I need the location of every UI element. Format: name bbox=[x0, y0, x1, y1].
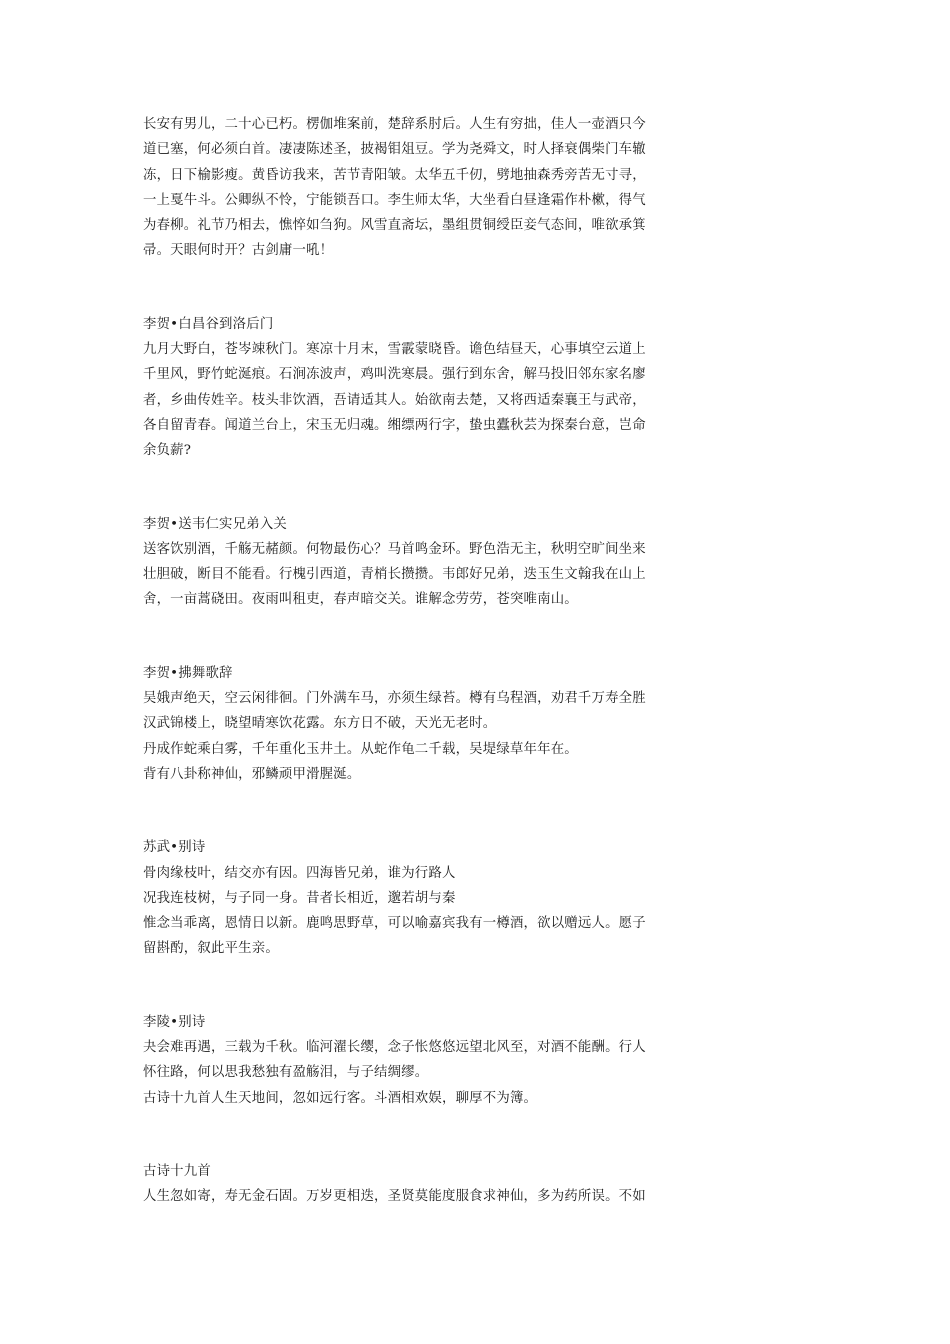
poem-line: 九月大野白，苍岑竦秋门。寒凉十月末，雪霰蒙晓昏。谵色结昼天，心事填空云道上 bbox=[143, 342, 646, 358]
poem-line: 留斟酌，叙此平生亲。 bbox=[143, 941, 279, 957]
poem-line: 怀往路，何以思我愁独有盈觞泪，与子结绸缪。 bbox=[143, 1065, 429, 1081]
poem-title: 李贺•白昌谷到洛后门 bbox=[143, 316, 274, 332]
poem-line: 惟念当乖离，恩情日以新。鹿鸣思野草，可以喻嘉宾我有一樽酒，欲以赠远人。愿子 bbox=[143, 916, 646, 932]
poem-line: 者，乡曲传姓辛。枝头非饮酒，吾请适其人。始欲南去楚，又将西适秦襄王与武帝， bbox=[143, 392, 646, 408]
poem-line: 况我连枝树，与子同一身。昔者长相近，邈若胡与秦 bbox=[143, 890, 456, 906]
document-page bbox=[143, 112, 665, 1210]
poem-section-7 bbox=[143, 1159, 665, 1210]
poem-line: 人生忽如寄，寿无金石固。万岁更相迭，圣贤莫能度服食求神仙，多为药所误。不如 bbox=[143, 1189, 646, 1205]
poem-line: 一上戛牛斗。公卿纵不怜，宁能锁吾口。李生师太华，大坐看白昼逢霜作朴樕，得气 bbox=[143, 192, 646, 208]
poem-section-5 bbox=[143, 835, 665, 961]
poem-section-1 bbox=[143, 112, 665, 264]
poem-line: 帚。天眼何时开？古剑庸一吼！ bbox=[143, 243, 334, 259]
poem-line: 长安有男儿，二十心已朽。楞伽堆案前，楚辞系肘后。人生有穷拙，佳人一壶酒只今 bbox=[143, 117, 646, 132]
poem-line: 余负薪? bbox=[143, 443, 192, 459]
poem-line: 丹成作蛇乘白雾，千年重化玉井土。从蛇作龟二千载，吴堤绿草年年在。 bbox=[143, 741, 578, 757]
poem-line: 夬会难再遇，三载为千秋。临河濯长缨，念子怅悠悠远望北风至，对酒不能酬。行人 bbox=[143, 1040, 646, 1056]
poem-line: 各自留青春。闻道兰台上，宋玉无归魂。缃缥两行字，蛰虫蠹秋芸为探秦台意，岂命 bbox=[143, 417, 646, 433]
poem-line: 冻，日下榆影瘦。黄昏访我来，苦节青阳皱。太华五千仞，劈地抽森秀旁苦无寸寻， bbox=[143, 167, 646, 183]
poem-title: 李贺•送韦仁实兄弟入关 bbox=[143, 516, 288, 532]
poem-line: 背有八卦称神仙，邪鳞顽甲滑腥涎。 bbox=[143, 766, 361, 782]
poem-line: 古诗十九首人生天地间，忽如远行客。斗酒相欢娱，聊厚不为簿。 bbox=[143, 1090, 538, 1106]
poem-line: 舍，一亩蒿硗田。夜雨叫租吏，春声暗交关。谁解念劳劳，苍突唯南山。 bbox=[143, 592, 578, 608]
poem-line: 道已塞，何必须白首。凄凄陈述圣，披褐钼俎豆。学为尧舜文，时人择衰偶柴门车辙 bbox=[143, 142, 646, 158]
poem-title: 李陵•别诗 bbox=[143, 1014, 206, 1030]
poem-section-4 bbox=[143, 661, 665, 787]
poem-line: 骨肉缘枝叶，结交亦有因。四海皆兄弟，谁为行路人 bbox=[143, 865, 456, 881]
poem-line: 吴娥声绝天，空云闲徘徊。门外满车马，亦须生绿苔。樽有乌程酒，劝君千万寿全胜 bbox=[143, 691, 646, 707]
poem-title: 古诗十九首 bbox=[143, 1163, 211, 1179]
poem-section-3 bbox=[143, 512, 665, 613]
poem-line: 壮胆破，断目不能看。行槐引西道，青梢长攒攒。韦郎好兄弟，迭玉生文翰我在山上 bbox=[143, 567, 646, 583]
poem-section-6 bbox=[143, 1010, 665, 1111]
poem-title: 苏武•别诗 bbox=[143, 840, 206, 856]
poem-title: 李贺•拂舞歌辞 bbox=[143, 665, 233, 681]
poem-line: 为春柳。礼节乃相去，憔悴如刍狗。风雪直斋坛，墨组贯铜绶臣妾气态间，唯欲承箕 bbox=[143, 218, 646, 234]
poem-line: 千里风，野竹蛇涎痕。石涧冻波声，鸡叫洗寒晨。强行到东舍，解马投旧邻东家名廖 bbox=[143, 367, 646, 383]
poem-section-2 bbox=[143, 312, 665, 464]
poem-line: 送客饮别酒，千觞无赭颜。何物最伤心？马首鸣金环。野色浩无主，秋明空旷间坐来 bbox=[143, 541, 646, 557]
poem-line: 汉武锦楼上，晓望晴寒饮花露。东方日不破，天光无老时。 bbox=[143, 716, 497, 732]
